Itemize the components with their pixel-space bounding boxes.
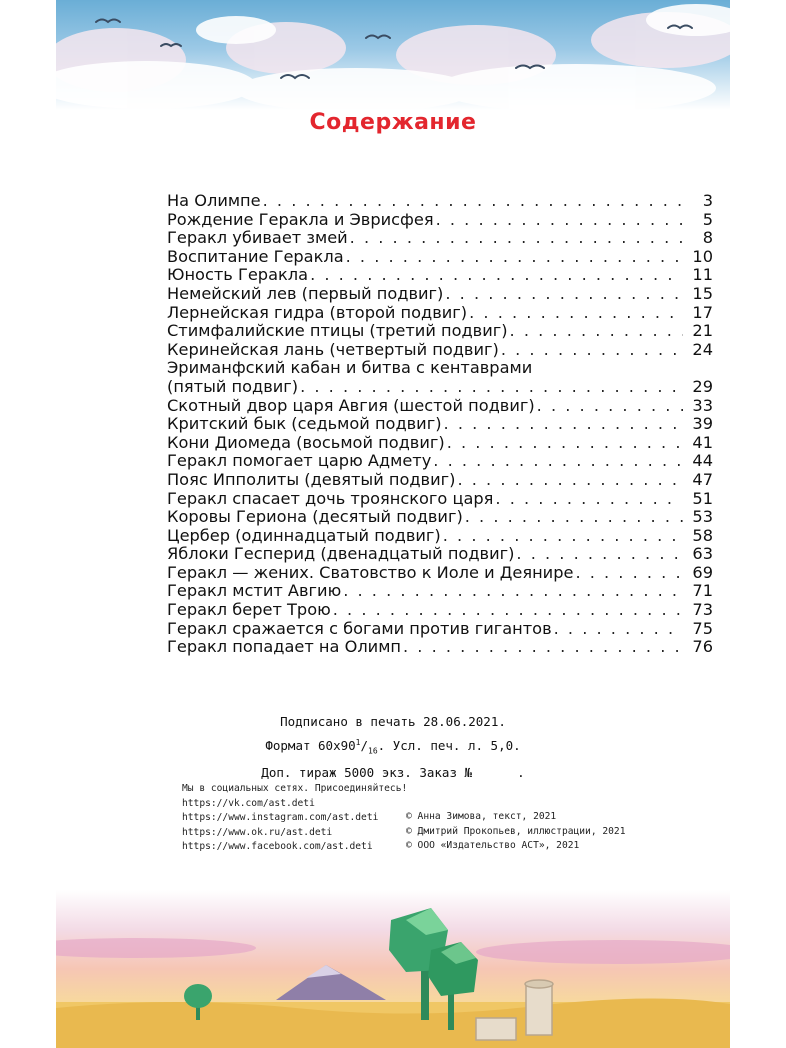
imprint-print-run: Доп. тираж 5000 экз. Заказ № . — [261, 764, 525, 780]
toc-entry-title: Яблоки Гесперид (двенадцатый подвиг) — [167, 544, 515, 564]
toc-leader-dots — [261, 192, 683, 211]
toc-entry-title: Керинейская лань (четвертый подвиг) — [167, 339, 499, 359]
toc-leader-dots — [463, 508, 683, 527]
toc-leader-dots — [308, 266, 683, 285]
toc-entry — [167, 378, 713, 397]
toc-leader-dots — [445, 434, 683, 453]
landscape-illustration — [56, 890, 730, 1048]
toc-entry-page: 69 — [692, 562, 713, 582]
toc-entry-title: Геракл мстит Авгию — [167, 581, 342, 601]
social-link-facebook[interactable]: https://www.facebook.com/ast.deti — [182, 841, 373, 853]
toc-leader-dots — [499, 341, 683, 360]
toc-leader-dots — [508, 322, 683, 341]
sky-illustration — [56, 0, 730, 110]
toc-leader-dots — [442, 415, 683, 434]
toc-entry-page: 63 — [692, 544, 713, 564]
toc-entry-title: Геракл помогает царю Адмету — [167, 451, 432, 471]
social-link-instagram[interactable]: https://www.instagram.com/ast.deti — [182, 812, 379, 824]
toc-leader-dots — [552, 620, 683, 639]
toc-entry-title: Цербер (одиннадцатый подвиг) — [167, 525, 441, 545]
toc-entry-page: 53 — [692, 507, 713, 527]
toc-entry-title: Критский бык (седьмой подвиг) — [167, 414, 442, 434]
copyright-author: © Анна Зимова, текст, 2021 — [406, 811, 557, 822]
toc-entry — [167, 415, 713, 434]
copyright-block — [406, 810, 626, 854]
toc-entry — [167, 248, 713, 267]
toc-entry-page: 44 — [692, 451, 713, 471]
toc-leader-dots — [467, 304, 683, 323]
toc-entry — [167, 508, 713, 527]
toc-entry — [167, 582, 713, 601]
toc-entry — [167, 192, 713, 211]
toc-entry-page: 3 — [702, 191, 713, 210]
bird-icon — [96, 20, 120, 23]
social-link-vk[interactable]: https://vk.com/ast.deti — [182, 797, 315, 809]
toc-entry — [167, 601, 713, 620]
toc-entry-title: Скотный двор царя Авгия (шестой подвиг) — [167, 395, 535, 415]
toc-entry-title: Геракл спасает дочь троянского царя — [167, 488, 494, 508]
social-heading: Мы в социальных сетях. Присоединяйтесь! — [182, 783, 408, 794]
bird-icon — [366, 36, 390, 39]
toc-leader-dots — [535, 397, 683, 416]
imprint-block — [56, 711, 730, 783]
toc-leader-dots — [455, 471, 683, 490]
toc-entry — [167, 211, 713, 230]
toc-entry-title: (пятый подвиг) — [167, 376, 299, 396]
toc-leader-dots — [348, 229, 683, 248]
toc-entry-page: 71 — [692, 581, 713, 601]
toc-entry-page: 10 — [692, 246, 713, 266]
toc-entry-page: 21 — [692, 321, 713, 341]
toc-entry — [167, 545, 713, 564]
toc-entry-page: 58 — [692, 525, 713, 545]
toc-entry — [167, 304, 713, 323]
toc-leader-dots — [441, 527, 683, 546]
toc-entry-page: 24 — [692, 339, 713, 359]
toc-leader-dots — [493, 490, 683, 509]
toc-entry-page: 73 — [692, 600, 713, 620]
toc-leader-dots — [434, 211, 683, 230]
toc-entry — [167, 490, 713, 509]
toc-entry-page: 41 — [692, 432, 713, 452]
toc-entry-title: Лернейская гидра (второй подвиг) — [167, 302, 468, 322]
toc-entry-page: 15 — [692, 283, 713, 303]
toc-entry-page: 51 — [692, 488, 713, 508]
toc-entry-page: 29 — [692, 376, 713, 396]
toc-leader-dots — [431, 452, 683, 471]
toc-entry-page: 75 — [692, 618, 713, 638]
toc-entry-title: Немейский лев (первый подвиг) — [167, 283, 444, 303]
toc-entry — [167, 341, 713, 360]
toc-entry-title: Кони Диомеда (восьмой подвиг) — [167, 432, 445, 452]
toc-leader-dots — [443, 285, 683, 304]
toc-entry — [167, 285, 713, 304]
toc-entry-title: Юность Геракла — [167, 265, 309, 285]
toc-entry-page: 11 — [692, 265, 713, 285]
toc-entry — [167, 322, 713, 341]
toc-entry-page: 33 — [692, 395, 713, 415]
toc-leader-dots — [514, 545, 683, 564]
table-of-contents — [167, 192, 713, 657]
toc-entry — [167, 452, 713, 471]
toc-leader-dots — [298, 378, 683, 397]
toc-entry-title: Геракл убивает змей — [167, 228, 348, 248]
toc-entry-page: 17 — [692, 302, 713, 322]
imprint-signed: Подписано в печать 28.06.2021. — [280, 714, 506, 729]
toc-entry-title: Геракл — жених. Сватовство к Иоле и Деянире — [167, 562, 574, 582]
toc-entry-title: Коровы Гериона (десятый подвиг) — [167, 507, 463, 527]
toc-entry-title: Геракл попадает на Олимп — [167, 637, 401, 657]
toc-entry-title: Рождение Геракла и Эврисфея — [167, 209, 434, 229]
book-page — [56, 0, 730, 1048]
toc-entry — [167, 564, 713, 583]
toc-entry — [167, 434, 713, 453]
social-link-ok[interactable]: https://www.ok.ru/ast.deti — [182, 826, 333, 838]
toc-entry — [167, 527, 713, 546]
toc-entry-title: Стимфалийские птицы (третий подвиг) — [167, 321, 508, 341]
toc-entry — [167, 620, 713, 639]
toc-leader-dots — [344, 248, 683, 267]
toc-entry-title: Воспитание Геракла — [167, 246, 344, 266]
toc-entry-page: 76 — [692, 637, 713, 657]
copyright-illustrator: © Дмитрий Прокопьев, иллюстрации, 2021 — [406, 825, 626, 837]
imprint-format: Формат $60x90^1/_{16}$. Усл. печ. л. 5,0. — [265, 738, 521, 756]
toc-entry-page: 39 — [692, 414, 713, 434]
toc-leader-dots — [573, 564, 683, 583]
toc-entry — [167, 266, 713, 285]
toc-entry-title: На Олимпе — [167, 191, 261, 210]
toc-entry — [167, 638, 713, 657]
social-links — [182, 782, 407, 855]
toc-entry — [167, 397, 713, 416]
toc-entry-title: Пояс Ипполиты (девятый подвиг) — [167, 469, 456, 489]
toc-entry-title: Геракл берет Трою — [167, 600, 331, 620]
toc-leader-dots — [341, 582, 683, 601]
toc-leader-dots — [331, 601, 683, 620]
page-title: Содержание — [309, 110, 477, 135]
toc-entry-page: 8 — [702, 228, 713, 248]
toc-entry — [167, 471, 713, 490]
toc-leader-dots — [401, 638, 683, 657]
toc-entry — [167, 229, 713, 248]
toc-entry-page: 47 — [692, 469, 713, 489]
toc-entry-title: Геракл сражается с богами против гигантов — [167, 618, 552, 638]
copyright-publisher: © ООО «Издательство АСТ», 2021 — [406, 840, 580, 852]
toc-entry-page: 5 — [702, 209, 713, 229]
toc-entry-title: Эриманфский кабан и битва с кентаврами — [167, 358, 533, 378]
toc-entry — [167, 359, 713, 378]
